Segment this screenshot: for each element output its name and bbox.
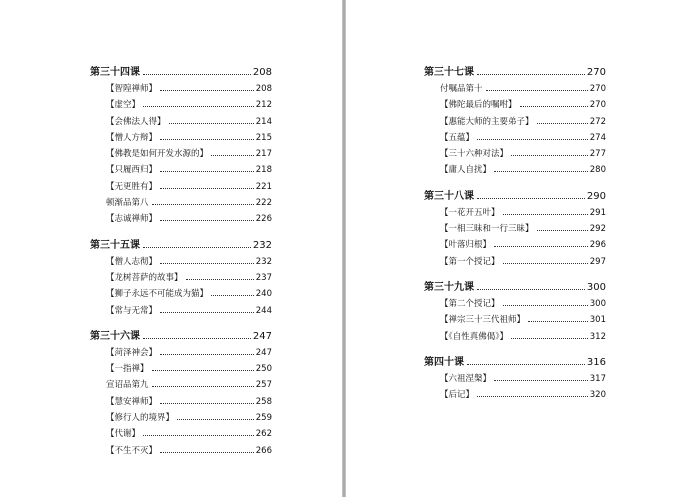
entry-title: 【憎人方辩】: [106, 132, 158, 143]
toc-entry[interactable]: [424, 98, 606, 114]
chapter-title: 第四十课: [424, 356, 464, 368]
entry-title: 【一相三昧和一行三昧】: [440, 224, 534, 235]
entry-title: 【三十六种对法】: [440, 149, 509, 160]
entry-title: 付嘱品第十: [440, 84, 483, 94]
entry-title: 【《自性真佛偈》】: [440, 331, 509, 342]
toc-entry[interactable]: [90, 427, 272, 443]
dot-leader: [211, 155, 254, 156]
dot-leader: [503, 214, 588, 215]
entry-page-number: 212: [255, 100, 272, 111]
dot-leader: [477, 74, 585, 75]
dot-leader: [477, 198, 585, 199]
chapter-heading[interactable]: [90, 63, 272, 82]
entry-page-number: 301: [589, 315, 606, 326]
chapter-page-number: 208: [252, 67, 272, 78]
entry-title: 【第一个授记】: [440, 256, 500, 267]
entry-page-number: 218: [255, 165, 272, 176]
entry-page-number: 244: [255, 305, 272, 316]
entry-page-number: 266: [255, 445, 272, 456]
entry-page-number: 214: [255, 116, 272, 127]
entry-title: 【志诚禅师】: [106, 214, 158, 225]
entry-title: 【会佛法人得】: [106, 116, 166, 127]
dot-leader: [143, 247, 251, 248]
dot-leader: [160, 452, 254, 453]
toc-entry[interactable]: [424, 238, 606, 254]
entry-page-number: 217: [255, 149, 272, 160]
dot-leader: [143, 435, 254, 436]
entry-title: 【佛教是如何开发水源的】: [106, 149, 209, 160]
dot-leader: [160, 403, 254, 404]
toc-entry[interactable]: [424, 115, 606, 131]
chapter-title: 第三十四课: [90, 67, 140, 78]
entry-title: 【智隍禅师】: [106, 84, 158, 94]
left-page: [0, 0, 342, 497]
dot-leader: [143, 106, 254, 107]
entry-title: 【虚空】: [106, 100, 141, 111]
right-page: [346, 0, 690, 497]
dot-leader: [494, 380, 588, 381]
entry-title: 顿渐品第八: [106, 198, 149, 209]
dot-leader: [511, 155, 588, 156]
entry-page-number: 208: [255, 84, 272, 94]
entry-title: 【修行人的境界】: [106, 413, 175, 424]
entry-title: 【无更胜有】: [106, 181, 158, 192]
entry-page-number: 237: [255, 272, 272, 283]
entry-page-number: 291: [589, 207, 606, 218]
chapter-title: 第三十九课: [424, 281, 474, 293]
entry-title: 【僧人志彻】: [106, 256, 158, 267]
toc-entry[interactable]: [424, 222, 606, 238]
entry-page-number: 274: [589, 132, 606, 143]
entry-page-number: 296: [589, 240, 606, 251]
entry-title: 【不生不灭】: [106, 445, 158, 456]
entry-page-number: 221: [255, 181, 272, 192]
dot-leader: [177, 419, 254, 420]
toc-entry[interactable]: [90, 82, 272, 98]
dot-leader: [143, 74, 251, 75]
chapter-page-number: 290: [586, 190, 606, 202]
entry-title: 【叶落归根】: [440, 240, 492, 251]
dot-leader: [160, 171, 254, 172]
dot-leader: [211, 295, 254, 296]
entry-title: 【庸人自扰】: [440, 165, 492, 176]
entry-title: 【龙树菩萨的故事】: [106, 272, 183, 283]
right-toc: [424, 63, 606, 404]
dot-leader: [160, 139, 254, 140]
toc-entry[interactable]: [90, 163, 272, 179]
dot-leader: [520, 106, 588, 107]
left-toc: [90, 63, 272, 460]
entry-page-number: 297: [589, 256, 606, 267]
toc-entry[interactable]: [424, 206, 606, 222]
toc-entry[interactable]: [424, 255, 606, 271]
chapter-page-number: 247: [252, 330, 272, 342]
entry-title: 【第二个授记】: [440, 298, 500, 309]
chapter-heading[interactable]: [90, 236, 272, 255]
entry-title: 【惠能大师的主要弟子】: [440, 116, 534, 127]
dot-leader: [494, 246, 588, 247]
entry-page-number: 215: [255, 132, 272, 143]
entry-page-number: 292: [589, 224, 606, 235]
entry-page-number: 226: [255, 214, 272, 225]
chapter-title: 第三十六课: [90, 330, 140, 342]
entry-page-number: 232: [255, 256, 272, 267]
dot-leader: [160, 354, 254, 355]
toc-entry[interactable]: [424, 131, 606, 147]
entry-title: 【狮子永远不可能成为猫】: [106, 289, 209, 300]
entry-page-number: 258: [255, 396, 272, 407]
dot-leader: [477, 139, 588, 140]
entry-page-number: 277: [589, 149, 606, 160]
entry-title: 【一指禅】: [106, 364, 149, 375]
entry-title: 【常与无常】: [106, 305, 158, 316]
chapter-heading[interactable]: [424, 187, 606, 206]
entry-title: 【菏泽神会】: [106, 347, 158, 358]
chapter-title: 第三十八课: [424, 190, 474, 202]
dot-leader: [152, 370, 254, 371]
dot-leader: [467, 364, 585, 365]
toc-entry[interactable]: [424, 163, 606, 179]
chapter-heading[interactable]: [424, 278, 606, 297]
entry-title: 【只履西归】: [106, 165, 158, 176]
entry-page-number: 270: [589, 100, 606, 111]
entry-title: 【代谢】: [106, 429, 141, 440]
dot-leader: [477, 396, 588, 397]
entry-page-number: 247: [255, 347, 272, 358]
chapter-heading[interactable]: [90, 327, 272, 346]
entry-title: 【六祖涅槃】: [440, 373, 492, 384]
dot-leader: [494, 171, 588, 172]
entry-page-number: 300: [589, 298, 606, 309]
toc-entry[interactable]: [424, 147, 606, 163]
toc-entry[interactable]: [90, 196, 272, 212]
dot-leader: [186, 279, 254, 280]
toc-entry[interactable]: [90, 147, 272, 163]
dot-leader: [160, 188, 254, 189]
entry-page-number: 257: [255, 380, 272, 391]
chapter-page-number: 232: [252, 239, 272, 251]
toc-entry[interactable]: [90, 115, 272, 131]
entry-title: 【佛陀最后的嘱咐】: [440, 100, 517, 111]
dot-leader: [152, 204, 254, 205]
dot-leader: [503, 263, 588, 264]
dot-leader: [160, 263, 254, 264]
entry-page-number: 320: [589, 390, 606, 401]
entry-page-number: 240: [255, 289, 272, 300]
chapter-heading[interactable]: [424, 353, 606, 372]
entry-title: 【五蕴】: [440, 132, 475, 143]
dot-leader: [152, 386, 254, 387]
entry-title: 【后记】: [440, 390, 475, 401]
dot-leader: [160, 220, 254, 221]
toc-entry[interactable]: [90, 304, 272, 320]
entry-title: 宣诏品第九: [106, 380, 149, 391]
toc-entry[interactable]: [90, 98, 272, 114]
dot-leader: [537, 123, 588, 124]
entry-page-number: 272: [589, 116, 606, 127]
chapter-page-number: 300: [586, 281, 606, 293]
dot-leader: [511, 338, 588, 339]
toc-entry[interactable]: [424, 313, 606, 329]
dot-leader: [537, 230, 588, 231]
entry-page-number: 259: [255, 413, 272, 424]
entry-page-number: 312: [589, 331, 606, 342]
entry-title: 【慧安禅师】: [106, 396, 158, 407]
toc-entry[interactable]: [90, 212, 272, 228]
toc-entry[interactable]: [424, 388, 606, 404]
toc-entry[interactable]: [90, 180, 272, 196]
entry-page-number: 270: [589, 84, 606, 94]
dot-leader: [160, 90, 254, 91]
entry-page-number: 222: [255, 198, 272, 209]
toc-entry[interactable]: [90, 255, 272, 271]
toc-entry[interactable]: [424, 330, 606, 346]
toc-entry[interactable]: [90, 271, 272, 287]
toc-entry[interactable]: [90, 411, 272, 427]
dot-leader: [477, 289, 585, 290]
dot-leader: [486, 90, 588, 91]
chapter-heading[interactable]: [424, 63, 606, 82]
toc-entry[interactable]: [424, 82, 606, 98]
entry-page-number: 317: [589, 373, 606, 384]
chapter-title: 第三十五课: [90, 239, 140, 251]
toc-entry[interactable]: [424, 372, 606, 388]
toc-entry[interactable]: [424, 297, 606, 313]
toc-entry[interactable]: [90, 287, 272, 303]
entry-page-number: 250: [255, 364, 272, 375]
toc-entry[interactable]: [90, 362, 272, 378]
dot-leader: [160, 312, 254, 313]
toc-entry[interactable]: [90, 131, 272, 147]
toc-entry[interactable]: [90, 346, 272, 362]
entry-title: 【禅宗三十三代祖师】: [440, 315, 526, 326]
dot-leader: [503, 305, 588, 306]
toc-entry[interactable]: [90, 444, 272, 460]
toc-entry[interactable]: [90, 395, 272, 411]
chapter-page-number: 270: [586, 67, 606, 78]
dot-leader: [143, 338, 251, 339]
toc-entry[interactable]: [90, 378, 272, 394]
chapter-page-number: 316: [586, 356, 606, 368]
dot-leader: [169, 123, 254, 124]
chapter-title: 第三十七课: [424, 67, 474, 78]
entry-page-number: 280: [589, 165, 606, 176]
entry-page-number: 262: [255, 429, 272, 440]
dot-leader: [528, 321, 588, 322]
entry-title: 【一花开五叶】: [440, 207, 500, 218]
